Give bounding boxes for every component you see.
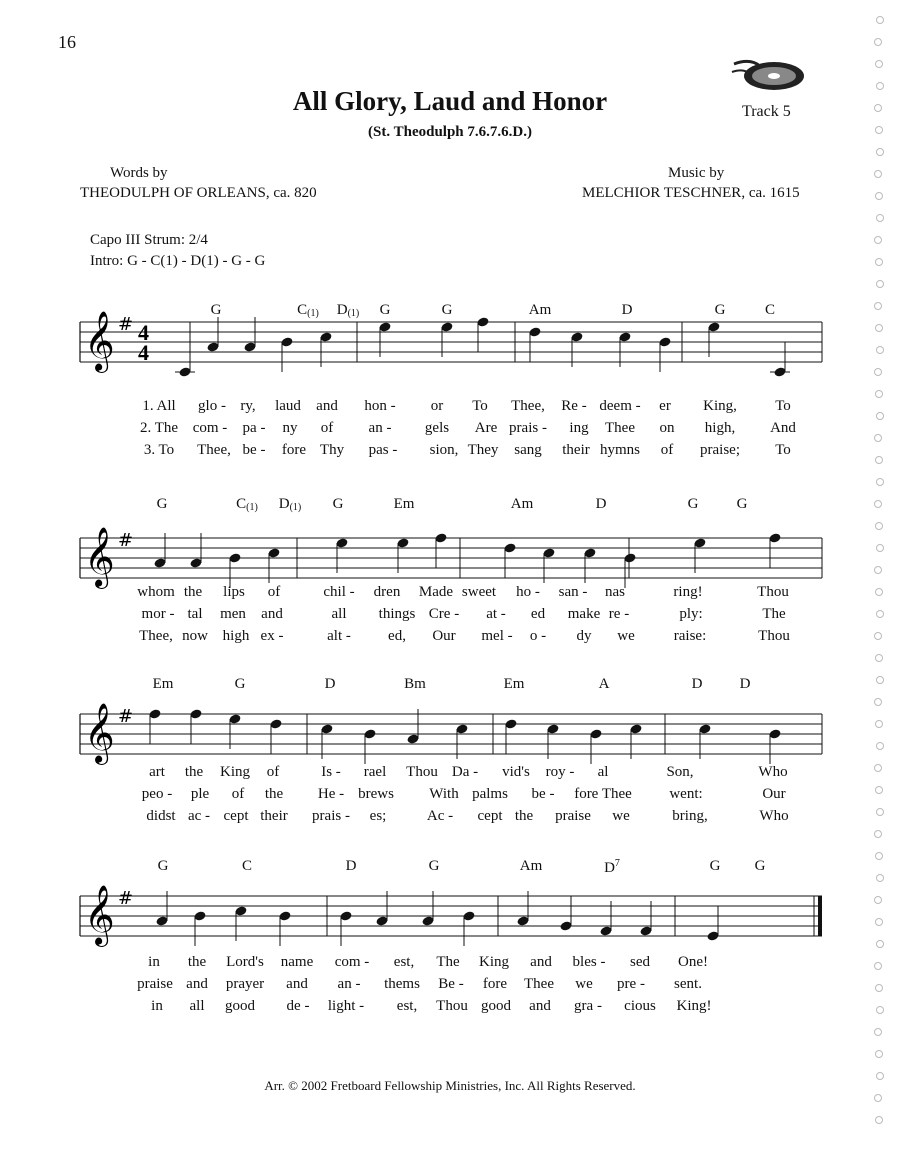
lyric-syllable-verse-3: praise: [555, 808, 591, 824]
lyric-syllable-verse-2: Thee: [605, 420, 635, 436]
lyric-syllable-verse-2: ed: [530, 606, 546, 622]
lyric-syllable-verse-2: went:: [669, 786, 703, 802]
lyric-syllable-verse-2: fore: [482, 976, 508, 992]
lyric-syllable-verse-2: an -: [368, 420, 392, 436]
lyric-syllable-verse-3: in: [151, 998, 163, 1014]
chord-symbol: $D_{(1)}$: [336, 302, 360, 319]
margin-dot: [876, 523, 883, 530]
margin-dot: [876, 457, 883, 464]
lyric-syllable-verse-1: san -: [558, 584, 588, 600]
lyric-syllable-verse-3: the: [514, 808, 534, 824]
lyric-syllable-verse-1: laud: [275, 398, 301, 414]
chord-symbol: D: [691, 676, 703, 692]
margin-dot: [877, 545, 884, 552]
song-title: All Glory, Laud and Honor: [292, 86, 608, 116]
margin-dot: [875, 633, 882, 640]
lyric-syllable-verse-1: lips: [223, 584, 245, 600]
lyric-syllable-verse-3: o -: [529, 628, 547, 644]
lyric-syllable-verse-3: King!: [676, 998, 712, 1014]
lyric-syllable-verse-3: we: [612, 808, 630, 824]
margin-dot: [876, 325, 883, 332]
lyric-syllable-verse-1: ry,: [240, 398, 256, 414]
lyric-syllable-verse-1: Son,: [666, 764, 694, 780]
lyric-syllable-verse-3: praise;: [700, 442, 740, 458]
margin-dot: [877, 677, 884, 684]
lyric-syllable-verse-1: To: [775, 398, 791, 414]
margin-dot: [875, 963, 882, 970]
margin-dot: [877, 17, 884, 24]
lyric-syllable-verse-1: King: [479, 954, 509, 970]
lyric-syllable-verse-2: make: [567, 606, 601, 622]
margin-dot: [877, 875, 884, 882]
margin-dot: [876, 853, 883, 860]
lyric-syllable-verse-3: Our: [432, 628, 456, 644]
lyric-syllable-verse-3: hymns: [599, 442, 641, 458]
lyric-syllable-verse-2: And: [770, 420, 796, 436]
lyric-syllable-verse-2: fore Thee: [574, 786, 632, 802]
lyric-syllable-verse-1: Re -: [561, 398, 587, 414]
chord-symbol: G: [234, 676, 246, 692]
lyric-syllable-verse-3: their: [260, 808, 288, 824]
lyric-syllable-verse-2: gels: [424, 420, 450, 436]
lyric-syllable-verse-2: and: [186, 976, 208, 992]
margin-dot: [875, 237, 882, 244]
lyric-syllable-verse-3: prais -: [312, 808, 350, 824]
lyric-syllable-verse-1: art: [149, 764, 165, 780]
lyric-syllable-verse-1: 1. All: [142, 398, 176, 414]
lyric-syllable-verse-1: or: [430, 398, 444, 414]
lyric-syllable-verse-2: prais -: [509, 420, 547, 436]
chord-symbol: D: [324, 676, 336, 692]
margin-dot: [876, 1117, 883, 1124]
lyric-syllable-verse-1: Who: [758, 764, 788, 780]
margin-dot: [876, 391, 883, 398]
lyric-syllable-verse-1: dren: [373, 584, 401, 600]
lyric-syllable-verse-2: ny: [282, 420, 298, 436]
lyric-syllable-verse-2: at -: [486, 606, 506, 622]
lyric-syllable-verse-1: hon -: [364, 398, 396, 414]
lyric-syllable-verse-2: com -: [192, 420, 228, 436]
chord-symbol: C: [241, 858, 253, 874]
key-signature-sharp: #: [118, 314, 134, 335]
lyric-syllable-verse-1: the: [187, 954, 207, 970]
lyric-syllable-verse-2: we: [575, 976, 593, 992]
margin-dot: [877, 149, 884, 156]
chord-symbol: Em: [152, 676, 174, 692]
lyric-syllable-verse-3: all: [189, 998, 205, 1014]
music-by-label: Music by: [668, 165, 725, 181]
lyric-syllable-verse-1: al: [597, 764, 609, 780]
lyric-syllable-verse-2: He -: [317, 786, 345, 802]
lyric-syllable-verse-3: now: [182, 628, 208, 644]
lyric-syllable-verse-2: Be -: [438, 976, 464, 992]
margin-dot: [877, 611, 884, 618]
margin-dot: [875, 303, 882, 310]
lyric-syllable-verse-2: and: [286, 976, 308, 992]
margin-dot: [875, 699, 882, 706]
lyric-syllable-verse-3: To: [775, 442, 791, 458]
treble-clef: 𝄞: [84, 311, 115, 371]
lyric-syllable-verse-2: The: [762, 606, 786, 622]
words-author: THEODULPH OF ORLEANS, ca. 820: [80, 185, 317, 201]
chord-symbol: Am: [510, 496, 534, 512]
lyric-syllable-verse-3: Thou: [436, 998, 468, 1014]
lyric-syllable-verse-2: all: [331, 606, 347, 622]
lyric-syllable-verse-3: ex -: [260, 628, 284, 644]
chord-symbol: $C_{(1)}$: [297, 302, 319, 319]
lyric-syllable-verse-2: 2. The: [139, 420, 179, 436]
lyric-syllable-verse-2: of: [320, 420, 334, 436]
lyric-syllable-verse-3: They: [467, 442, 499, 458]
time-signature-digit: 4: [138, 320, 149, 345]
chord-symbol: G: [441, 302, 453, 318]
lyric-syllable-verse-2: ple: [190, 786, 210, 802]
margin-dot: [877, 281, 884, 288]
chord-symbol: G: [210, 302, 222, 318]
lyric-syllable-verse-3: pas -: [368, 442, 398, 458]
lyric-syllable-verse-1: The: [436, 954, 460, 970]
staff-system-2: [0, 508, 900, 618]
lyric-syllable-verse-1: of: [267, 584, 281, 600]
lyric-syllable-verse-2: sent.: [674, 976, 702, 992]
lyric-syllable-verse-2: praise: [137, 976, 173, 992]
chord-symbol: D: [739, 676, 751, 692]
margin-dot: [875, 897, 882, 904]
margin-dot: [875, 369, 882, 376]
margin-dot: [876, 721, 883, 728]
intro-chords: Intro: G - C(1) - D(1) - G - G: [90, 253, 266, 269]
treble-clef: 𝄞: [84, 703, 115, 763]
lyric-syllable-verse-3: we: [617, 628, 635, 644]
margin-dot: [876, 61, 883, 68]
track-label: Track 5: [742, 103, 791, 120]
final-barline-thick: [818, 896, 822, 936]
lyric-syllable-verse-2: Are: [474, 420, 498, 436]
lyric-syllable-verse-3: alt -: [327, 628, 351, 644]
music-author: MELCHIOR TESCHNER, ca. 1615: [582, 185, 800, 201]
chord-symbol: G: [332, 496, 344, 512]
chord-symbol: Em: [393, 496, 415, 512]
lyric-syllable-verse-2: things: [378, 606, 416, 622]
lyric-syllable-verse-2: mor -: [141, 606, 175, 622]
margin-dot: [876, 589, 883, 596]
lyric-syllable-verse-1: deem -: [599, 398, 641, 414]
lyric-syllable-verse-2: an -: [337, 976, 361, 992]
capo-strum-note: Capo III Strum: 2/4: [90, 232, 208, 248]
lyric-syllable-verse-3: 3. To: [143, 442, 175, 458]
lyric-syllable-verse-1: Thou: [757, 584, 789, 600]
margin-dot: [876, 1051, 883, 1058]
lyric-syllable-verse-3: ac -: [187, 808, 211, 824]
lyric-syllable-verse-3: mel -: [481, 628, 513, 644]
lyric-syllable-verse-1: sed: [630, 954, 650, 970]
lyric-syllable-verse-3: de -: [286, 998, 310, 1014]
lyric-syllable-verse-2: men: [220, 606, 246, 622]
lyric-syllable-verse-3: est,: [396, 998, 418, 1014]
lyric-syllable-verse-1: One!: [678, 954, 708, 970]
margin-dot: [876, 919, 883, 926]
margin-dot: [875, 501, 882, 508]
lyric-syllable-verse-1: rael: [363, 764, 387, 780]
lyric-syllable-verse-1: of: [266, 764, 280, 780]
chord-symbol: Bm: [404, 676, 426, 692]
lyric-syllable-verse-3: Thee,: [139, 628, 173, 644]
lyric-syllable-verse-2: the: [264, 786, 284, 802]
lyric-syllable-verse-3: cept: [223, 808, 249, 824]
margin-dot: [875, 1029, 882, 1036]
lyric-syllable-verse-1: bles -: [572, 954, 606, 970]
lyric-syllable-verse-3: didst: [146, 808, 176, 824]
lyric-syllable-verse-1: sweet: [461, 584, 497, 600]
chord-symbol: Am: [528, 302, 552, 318]
margin-dot: [877, 413, 884, 420]
lyric-syllable-verse-2: of: [231, 786, 245, 802]
lyric-syllable-verse-2: re -: [608, 606, 630, 622]
lyric-syllable-verse-1: Made: [418, 584, 454, 600]
lyric-syllable-verse-2: Thee: [524, 976, 554, 992]
treble-clef: 𝄞: [84, 527, 115, 587]
chord-symbol: Am: [519, 858, 543, 874]
lyric-syllable-verse-2: on: [659, 420, 675, 436]
lyric-syllable-verse-1: est,: [393, 954, 415, 970]
chord-symbol: G: [428, 858, 440, 874]
lyric-syllable-verse-3: and: [529, 998, 551, 1014]
margin-dot: [875, 831, 882, 838]
lyric-syllable-verse-2: be -: [531, 786, 555, 802]
chord-symbol: Em: [503, 676, 525, 692]
copyright-notice: Arr. © 2002 Fretboard Fellowship Ministries, Inc. All Rights Reserved.: [264, 1078, 636, 1093]
lyric-syllable-verse-3: sang: [514, 442, 542, 458]
margin-dot: [876, 985, 883, 992]
margin-dot: [877, 347, 884, 354]
chord-symbol: $C_{(1)}$: [236, 496, 258, 513]
lyric-syllable-verse-3: Thy: [319, 442, 345, 458]
lyric-syllable-verse-1: name: [280, 954, 314, 970]
margin-dot: [877, 809, 884, 816]
lyric-syllable-verse-1: ring!: [673, 584, 703, 600]
chord-symbol: G: [156, 496, 168, 512]
lyric-syllable-verse-3: their: [562, 442, 590, 458]
lyric-syllable-verse-2: palms: [472, 786, 508, 802]
lyric-syllable-verse-2: high,: [704, 420, 736, 436]
lyric-syllable-verse-2: and: [261, 606, 283, 622]
lyric-syllable-verse-1: Thou: [406, 764, 438, 780]
margin-dot: [877, 1073, 884, 1080]
chord-symbol: G: [754, 858, 766, 874]
lyric-syllable-verse-3: light -: [327, 998, 365, 1014]
lyric-syllable-verse-1: Lord's: [226, 954, 264, 970]
lyric-syllable-verse-3: raise:: [673, 628, 707, 644]
lyric-syllable-verse-3: be -: [242, 442, 266, 458]
margin-dot: [875, 1095, 882, 1102]
lyric-syllable-verse-3: bring,: [672, 808, 708, 824]
lyric-syllable-verse-2: ing: [569, 420, 589, 436]
margin-dot: [875, 39, 882, 46]
lyric-syllable-verse-3: fore: [281, 442, 307, 458]
lyric-syllable-verse-1: whom: [137, 584, 175, 600]
lyric-syllable-verse-1: com -: [334, 954, 370, 970]
lyric-syllable-verse-1: King: [220, 764, 250, 780]
margin-dot: [877, 479, 884, 486]
lyric-syllable-verse-2: tal: [187, 606, 203, 622]
tune-name: (St. Theodulph 7.6.7.6.D.): [368, 124, 532, 140]
lyric-syllable-verse-1: er: [659, 398, 671, 414]
time-signature-digit: 4: [138, 340, 149, 365]
lyric-syllable-verse-2: pa -: [242, 420, 266, 436]
lyric-syllable-verse-1: To: [472, 398, 488, 414]
lyric-syllable-verse-3: sion,: [429, 442, 459, 458]
margin-dot: [877, 941, 884, 948]
chord-symbol: G: [379, 302, 391, 318]
lyric-syllable-verse-1: the: [183, 584, 203, 600]
words-by-label: Words by: [110, 165, 168, 181]
lyric-syllable-verse-1: and: [316, 398, 338, 414]
key-signature-sharp: #: [118, 888, 134, 909]
margin-dot: [875, 105, 882, 112]
chord-symbol: $D^7$: [604, 858, 620, 876]
chord-symbol: $D_{(1)}$: [278, 496, 302, 513]
lyric-syllable-verse-1: Is -: [321, 764, 341, 780]
lyric-syllable-verse-2: pre -: [617, 976, 645, 992]
lyric-syllable-verse-3: cept: [477, 808, 503, 824]
lyric-syllable-verse-1: the: [184, 764, 204, 780]
margin-dot: [877, 743, 884, 750]
chord-symbol: D: [621, 302, 633, 318]
lyric-syllable-verse-1: Da -: [451, 764, 479, 780]
lyric-syllable-verse-1: nas: [605, 584, 625, 600]
lyric-syllable-verse-2: prayer: [225, 976, 265, 992]
chord-symbol: G: [736, 496, 748, 512]
key-signature-sharp: #: [118, 706, 134, 727]
chord-symbol: C: [764, 302, 776, 318]
margin-dot: [876, 259, 883, 266]
lyric-syllable-verse-3: cious: [624, 998, 656, 1014]
lyric-syllable-verse-3: high: [222, 628, 250, 644]
chord-symbol: G: [714, 302, 726, 318]
lyric-syllable-verse-3: es;: [369, 808, 387, 824]
lyric-syllable-verse-3: ed,: [388, 628, 406, 644]
lyric-syllable-verse-2: brews: [358, 786, 394, 802]
margin-dot: [875, 765, 882, 772]
chord-symbol: G: [687, 496, 699, 512]
page-number: 16: [58, 32, 76, 52]
lyric-syllable-verse-1: chil -: [323, 584, 355, 600]
lyric-syllable-verse-3: Thou: [758, 628, 790, 644]
lyric-syllable-verse-3: Ac -: [426, 808, 454, 824]
lyric-syllable-verse-3: good: [481, 998, 511, 1014]
margin-dot: [877, 215, 884, 222]
binding-margin-dots: [866, 0, 896, 1164]
lyric-syllable-verse-1: vid's: [502, 764, 530, 780]
treble-clef: 𝄞: [84, 885, 115, 945]
chord-symbol: A: [598, 676, 610, 692]
lyric-syllable-verse-3: dy: [576, 628, 592, 644]
lyric-syllable-verse-3: Thee,: [197, 442, 231, 458]
margin-dot: [877, 83, 884, 90]
lyric-syllable-verse-2: With: [429, 786, 459, 802]
margin-dot: [876, 787, 883, 794]
lyric-syllable-verse-3: gra -: [574, 998, 602, 1014]
lyric-syllable-verse-3: Who: [759, 808, 789, 824]
chord-symbol: D: [595, 496, 607, 512]
lyric-syllable-verse-2: thems: [384, 976, 420, 992]
margin-dot: [875, 435, 882, 442]
lyric-syllable-verse-3: good: [225, 998, 255, 1014]
margin-dot: [877, 1007, 884, 1014]
lyric-syllable-verse-1: Thee,: [511, 398, 545, 414]
lyric-syllable-verse-1: King,: [703, 398, 737, 414]
lyric-syllable-verse-2: Our: [762, 786, 786, 802]
lyric-syllable-verse-1: glo -: [198, 398, 226, 414]
lyric-syllable-verse-1: roy -: [545, 764, 575, 780]
margin-dot: [875, 171, 882, 178]
margin-dot: [876, 193, 883, 200]
lyric-syllable-verse-2: ply:: [679, 606, 703, 622]
lyric-syllable-verse-2: Cre -: [428, 606, 460, 622]
margin-dot: [875, 567, 882, 574]
chord-symbol: G: [709, 858, 721, 874]
lyric-syllable-verse-2: peo -: [141, 786, 173, 802]
margin-dot: [876, 655, 883, 662]
chord-symbol: D: [345, 858, 357, 874]
lyric-syllable-verse-1: and: [530, 954, 552, 970]
margin-dot: [876, 127, 883, 134]
chord-symbol: G: [157, 858, 169, 874]
lyric-syllable-verse-3: of: [660, 442, 674, 458]
key-signature-sharp: #: [118, 530, 134, 551]
lyric-syllable-verse-1: ho -: [516, 584, 540, 600]
lyric-syllable-verse-1: in: [148, 954, 160, 970]
